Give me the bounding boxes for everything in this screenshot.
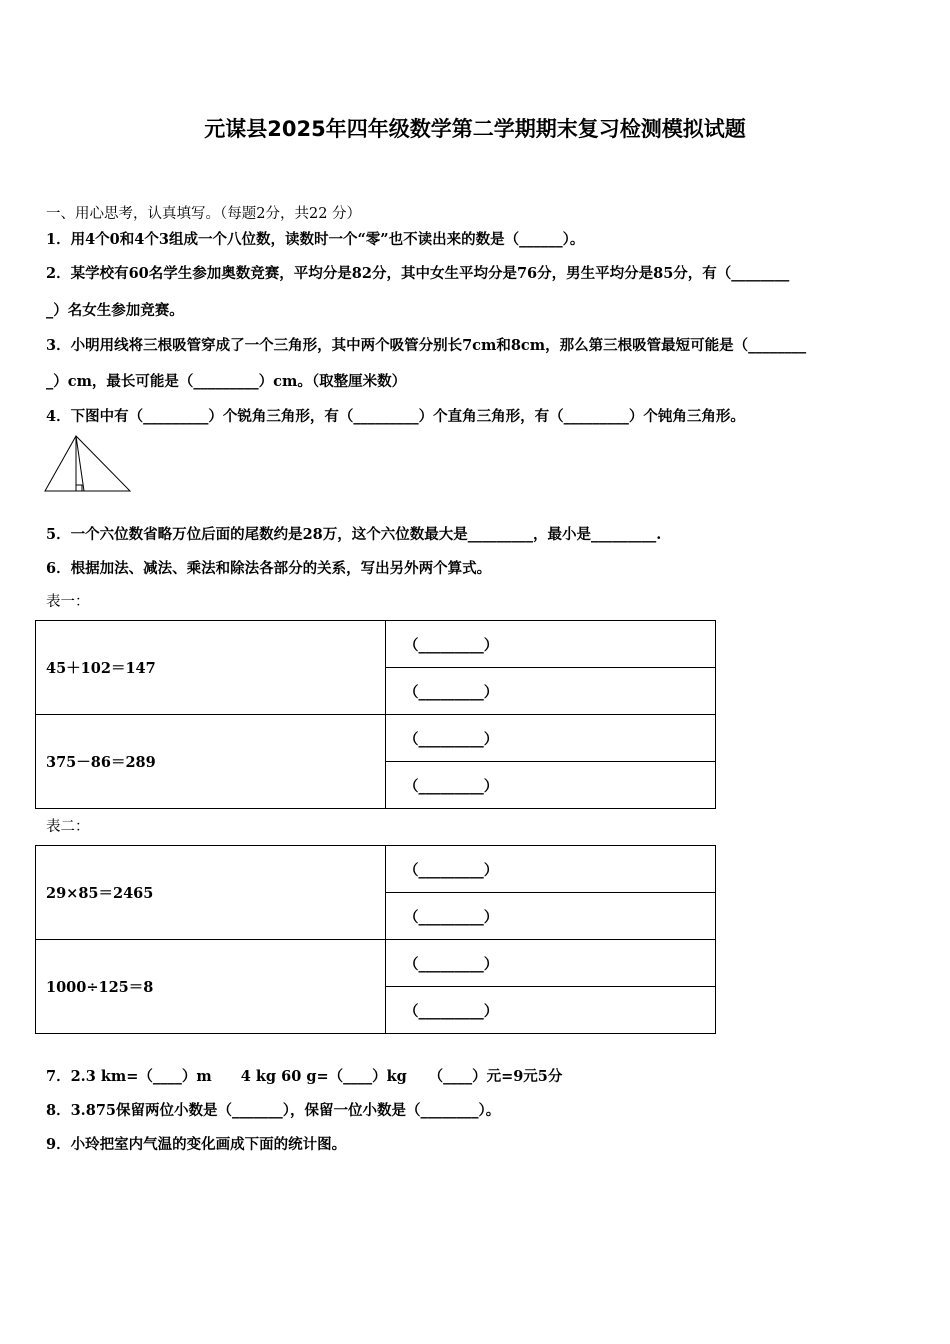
question-4: 4．下图中有（_________）个锐角三角形，有（_________）个直角三角形，有（_________）个钝角三角形。 xyxy=(46,408,745,425)
question-2-line1: 2．某学校有60名学生参加奥数竞赛，平均分是82分，其中女生平均分是76分，男生平均分是85分，有（________ xyxy=(46,265,790,282)
answer-cell[interactable]: （_________） xyxy=(386,987,716,1034)
table-1 xyxy=(35,620,716,809)
answer-cell[interactable]: （_________） xyxy=(386,762,716,809)
table-2-label: 表二： xyxy=(46,819,90,835)
section-heading: 一、用心思考，认真填写。（每题2分，共22 分） xyxy=(46,206,362,222)
answer-cell[interactable]: （_________） xyxy=(386,621,716,668)
question-5: 5．一个六位数省略万位后面的尾数约是28万，这个六位数最大是_________，最小是_________. xyxy=(46,526,662,543)
outer-triangle xyxy=(45,436,130,491)
answer-cell[interactable]: （_________） xyxy=(386,940,716,987)
table-1-label: 表一： xyxy=(46,594,90,610)
equation-cell: 29×85＝2465 xyxy=(36,846,386,940)
question-8: 8．3.875保留两位小数是（_______），保留一位小数是（________）。 xyxy=(46,1102,501,1119)
triangle-figure xyxy=(44,434,134,494)
equation-cell: 375－86＝289 xyxy=(36,715,386,809)
equation-cell: 1000÷125＝8 xyxy=(36,940,386,1034)
answer-cell[interactable]: （_________） xyxy=(386,668,716,715)
inner-segment xyxy=(76,436,84,491)
question-6: 6．根据加法、减法、乘法和除法各部分的关系，写出另外两个算式。 xyxy=(46,560,492,577)
question-2-line2: _）名女生参加竞赛。 xyxy=(46,302,184,319)
page-title: 元谋县2025年四年级数学第二学期期末复习检测模拟试题 xyxy=(204,117,746,141)
table-row xyxy=(36,715,716,762)
answer-cell[interactable]: （_________） xyxy=(386,846,716,893)
table-2 xyxy=(35,845,716,1034)
table-row xyxy=(36,940,716,987)
answer-cell[interactable]: （_________） xyxy=(386,715,716,762)
answer-cell[interactable]: （_________） xyxy=(386,893,716,940)
question-3-line1: 3．小明用线将三根吸管穿成了一个三角形，其中两个吸管分别长7cm和8cm，那么第三根吸管最短可能是（________ xyxy=(46,337,807,354)
question-1: 1．用4个0和4个3组成一个八位数，读数时一个“零”也不读出来的数是（______）。 xyxy=(46,231,585,248)
question-3-line2: _）cm，最长可能是（_________）cm。（取整厘米数） xyxy=(46,373,407,390)
equation-cell: 45＋102＝147 xyxy=(36,621,386,715)
right-angle-mark xyxy=(76,485,82,491)
table-row xyxy=(36,621,716,668)
question-9: 9．小玲把室内气温的变化画成下面的统计图。 xyxy=(46,1136,347,1153)
question-7: 7．2.3 km=（____）m 4 kg 60 g=（____）kg （____）元=9元5分 xyxy=(46,1068,563,1085)
table-row xyxy=(36,846,716,893)
